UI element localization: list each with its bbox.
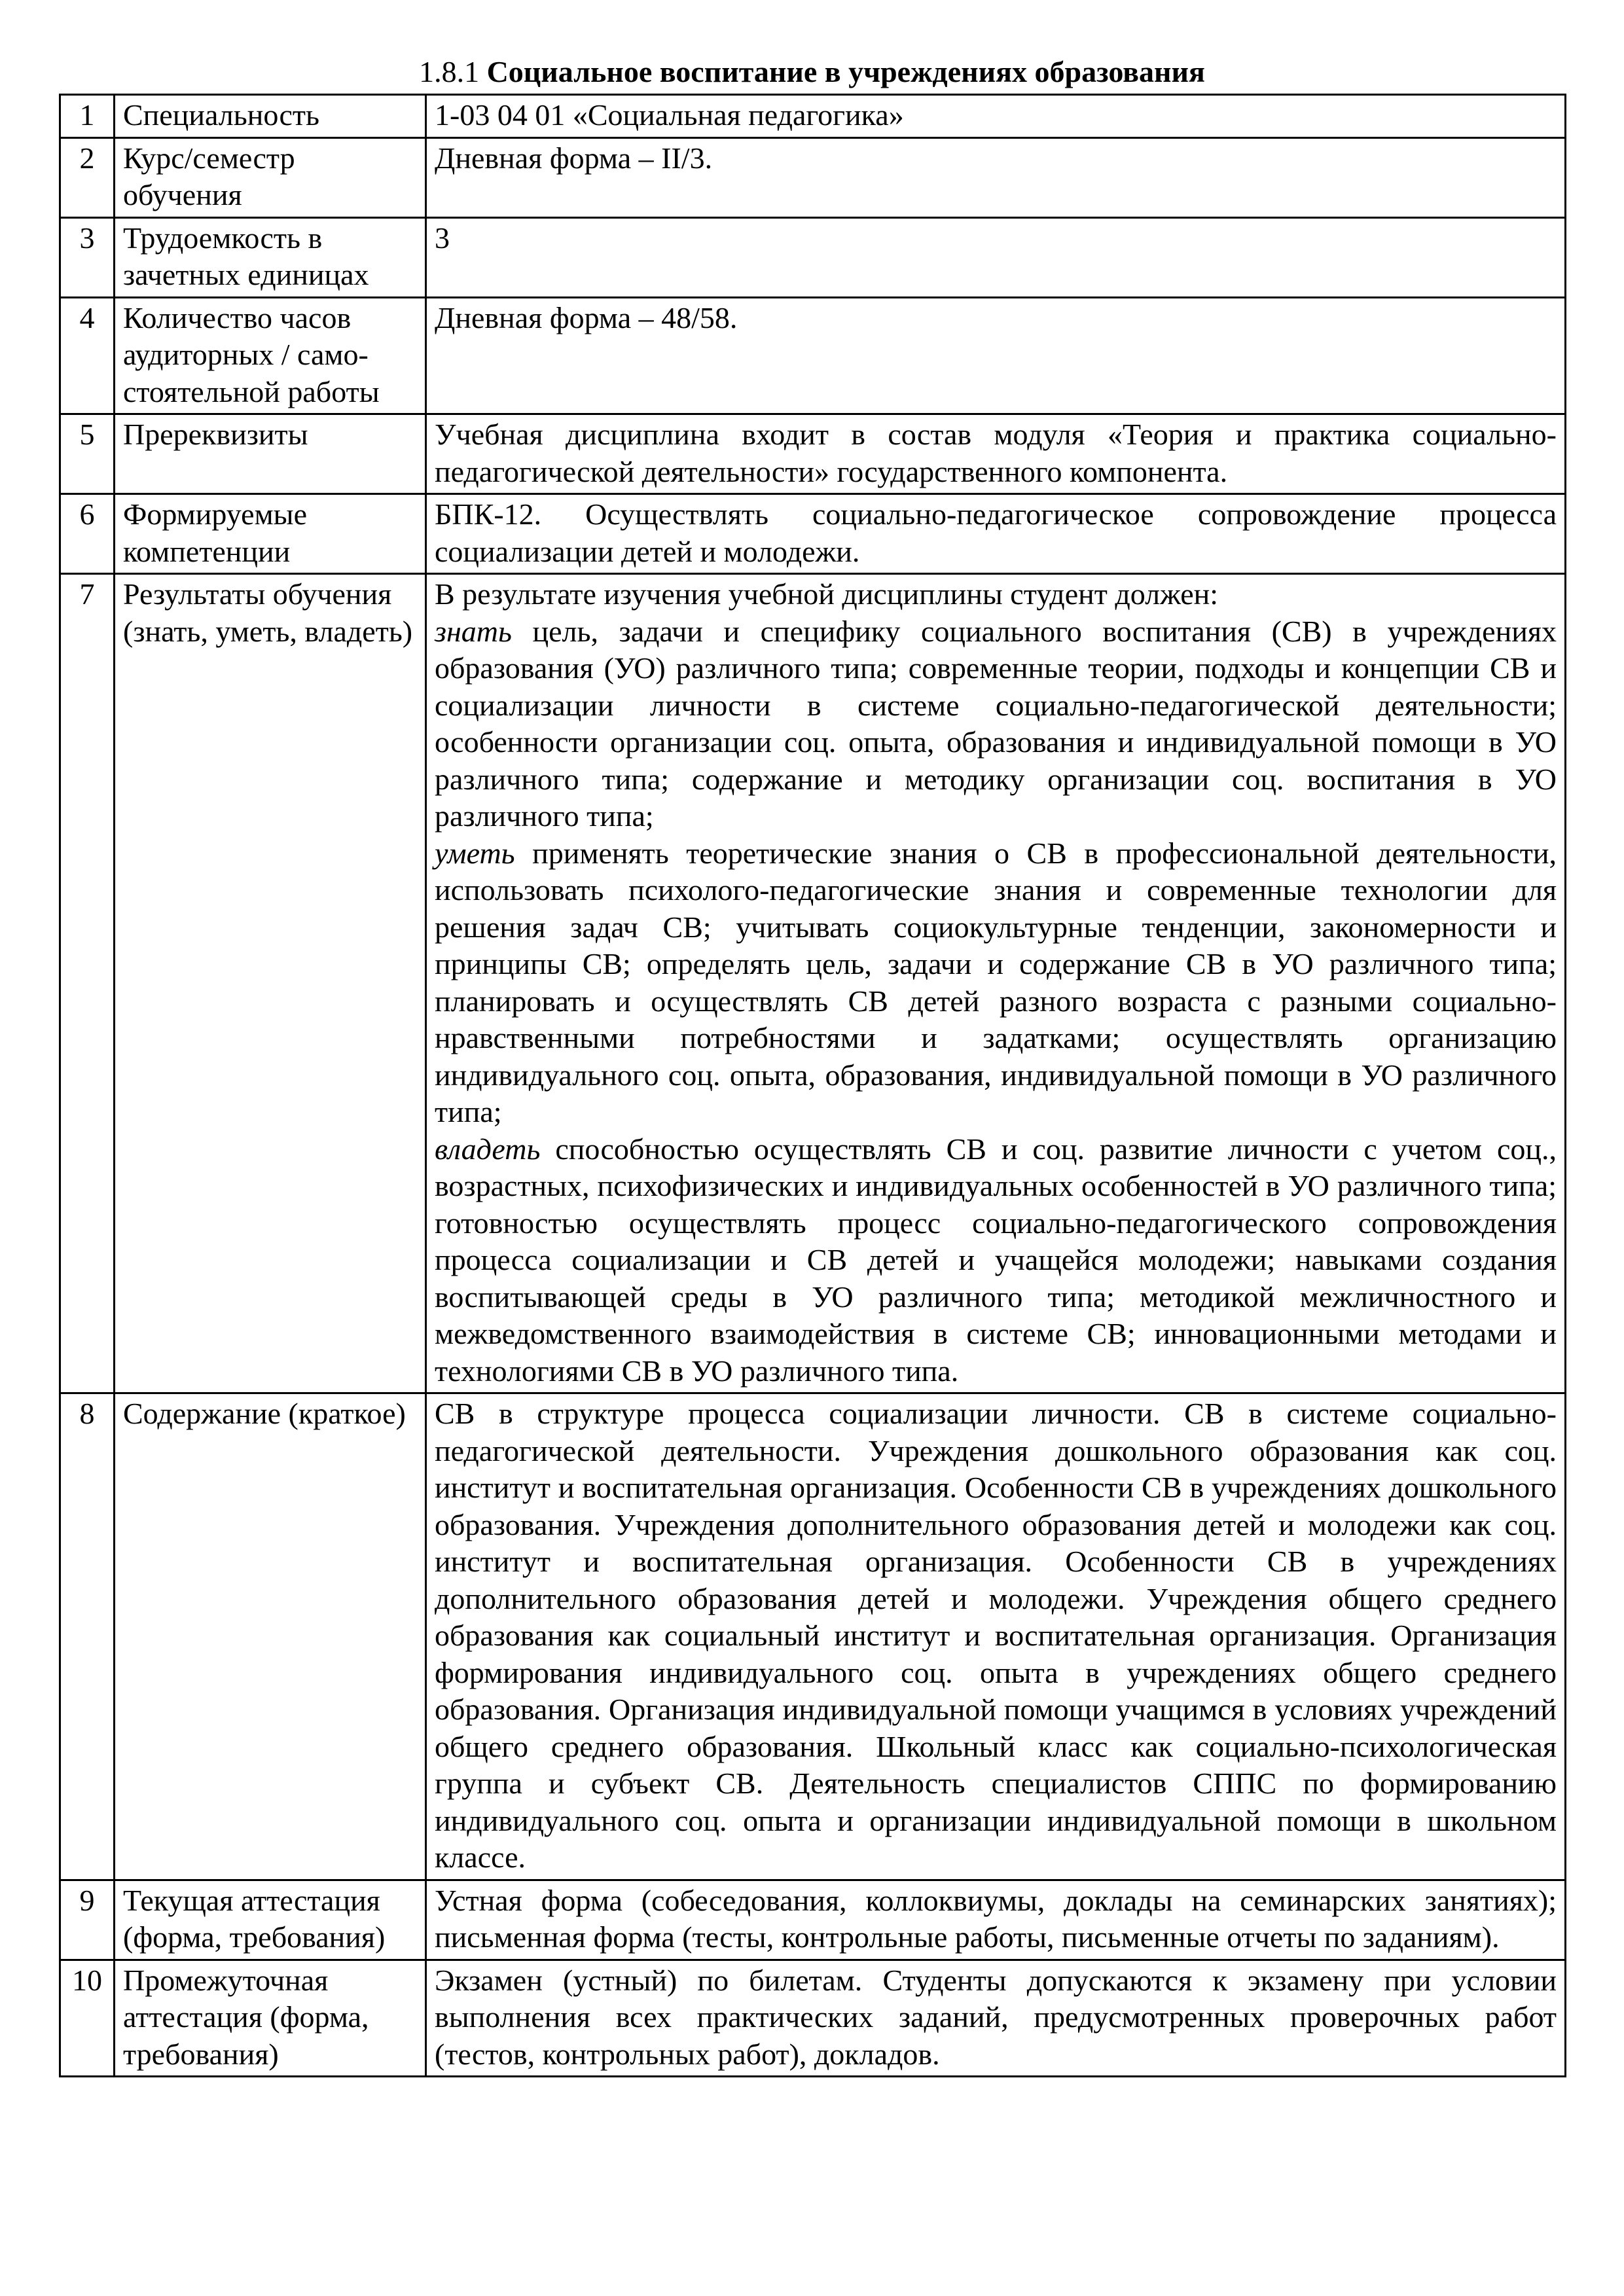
table-row-specialty xyxy=(60,95,1566,138)
row-value: Устная форма (собеседования, коллоквиумы, доклады на семинарских занятиях); письменная форма (тесты, контрольные работы, письменные отчеты по заданиям). xyxy=(426,1880,1566,1960)
table-row-content xyxy=(60,1393,1566,1880)
row-value: 3 xyxy=(426,217,1566,297)
row-label: Трудоемкость в зачетных единицах xyxy=(115,217,426,297)
row-label: Содержание (краткое) xyxy=(115,1393,426,1880)
row-number: 6 xyxy=(60,494,115,574)
know-keyword: знать xyxy=(435,614,512,648)
own-keyword: владеть xyxy=(435,1132,541,1166)
row-label: Курс/семестр обучения xyxy=(115,137,426,217)
row-number: 3 xyxy=(60,217,115,297)
section-title: Социальное воспитание в учреждениях образования xyxy=(486,55,1205,88)
table-row-course-semester xyxy=(60,137,1566,217)
row-value: СВ в структуре процесса социализации личности. СВ в системе социально-педагогической деятельности. Учреждения дошкольного образования как соц. институт и воспитательная организация. Особенности СВ в учреждениях дошкольного образования. Учреждения дополнительного образования детей и молодежи как соц. институт и воспитательная организация. Особенности СВ в учреждениях дополнительного образования детей и молодежи. Учреждения общего среднего образования как социальный институт и воспитательная организация. Организация формирования индивидуального соц. опыта в учреждениях общего среднего образования. Организация индивидуальной помощи учащимся в условиях учреждений общего среднего образования. Школьный класс как социально-психологическая группа и субъект СВ. Деятельность специалистов СППС по формированию индивидуального соц. опыта и организации индивидуальной помощи в школьном классе. xyxy=(426,1393,1566,1880)
row-label: Специальность xyxy=(115,95,426,138)
row-value-outcomes xyxy=(426,574,1566,1393)
row-number: 9 xyxy=(60,1880,115,1960)
can-text: применять теоретические знания о СВ в профессиональной деятельности, использовать психолого-педагогические знания и современные технологии для решения задач СВ; учитывать социокультурные тенденции, закономерности и принципы СВ; определять цель, задачи и содержание СВ в УО различного типа; планировать и осуществлять СВ детей разного возраста с разными социально-нравственными потребностями и задатками; осуществлять организацию индивидуального соц. опыта, образования, индивидуальной помощи в УО различного типа; xyxy=(435,836,1557,1128)
row-value: Учебная дисциплина входит в состав модуля «Теория и практика социально-педагогической деятельности» государственного компонента. xyxy=(426,414,1566,494)
table-row-interim-assessment xyxy=(60,1960,1566,2077)
own-text: способностью осуществлять СВ и соц. развитие личности с учетом соц., возрастных, психофизических и индивидуальных особенностей в УО различного типа; готовностью осуществлять процесс социально-педагогического сопровождения процесса социализации и СВ детей и учащейся молодежи; навыками создания воспитывающей среды в УО различного типа; методикой межличностного и межведомственного взаимодействия в системе СВ; инновационными методами и технологиями СВ в УО различного типа. xyxy=(435,1132,1557,1388)
outcomes-own xyxy=(435,1131,1557,1390)
page-title xyxy=(0,54,1624,90)
table-row-competencies xyxy=(60,494,1566,574)
row-value: БПК-12. Осуществлять социально-педагогическое сопровождение процесса социализации детей и молодежи. xyxy=(426,494,1566,574)
can-keyword: уметь xyxy=(435,836,515,870)
row-number: 7 xyxy=(60,574,115,1393)
row-value: Экзамен (устный) по билетам. Студенты допускаются к экзамену при условии выполнения всех практических заданий, предусмотренных проверочных работ (тестов, контрольных работ), докладов. xyxy=(426,1960,1566,2077)
section-number: 1.8.1 xyxy=(419,55,480,88)
know-text: цель, задачи и специфику социального воспитания (СВ) в учреждениях образования (УО) различного типа; современные теории, подходы и концепции СВ и социализации личности в системе социально-педагогической деятельности; особенности организации соц. опыта, образования и индивидуальной помощи в УО различного типа; содержание и методику организации соц. воспитания в УО различного типа; xyxy=(435,614,1557,833)
row-number: 4 xyxy=(60,297,115,414)
table-row-credits xyxy=(60,217,1566,297)
row-label: Текущая аттестация (форма, требования) xyxy=(115,1880,426,1960)
row-label: Формируемые компетенции xyxy=(115,494,426,574)
outcomes-know xyxy=(435,613,1557,835)
outcomes-can xyxy=(435,835,1557,1131)
row-label: Пререквизиты xyxy=(115,414,426,494)
outcomes-intro: В результате изучения учебной дисциплины студент должен: xyxy=(435,577,1219,611)
row-number: 5 xyxy=(60,414,115,494)
row-value: 1-03 04 01 «Социальная педагогика» xyxy=(426,95,1566,138)
row-value: Дневная форма – II/3. xyxy=(426,137,1566,217)
row-number: 2 xyxy=(60,137,115,217)
table-row-hours xyxy=(60,297,1566,414)
row-value: Дневная форма – 48/58. xyxy=(426,297,1566,414)
course-description-table xyxy=(59,94,1566,2077)
row-label: Результаты обучения (знать, уметь, владеть) xyxy=(115,574,426,1393)
table-row-current-assessment xyxy=(60,1880,1566,1960)
row-label: Промежуточная аттестация (форма, требования) xyxy=(115,1960,426,2077)
table-row-prerequisites xyxy=(60,414,1566,494)
row-number: 8 xyxy=(60,1393,115,1880)
row-label: Количество часов аудиторных / само-стоятельной работы xyxy=(115,297,426,414)
row-number: 1 xyxy=(60,95,115,138)
table-row-learning-outcomes xyxy=(60,574,1566,1393)
row-number: 10 xyxy=(60,1960,115,2077)
